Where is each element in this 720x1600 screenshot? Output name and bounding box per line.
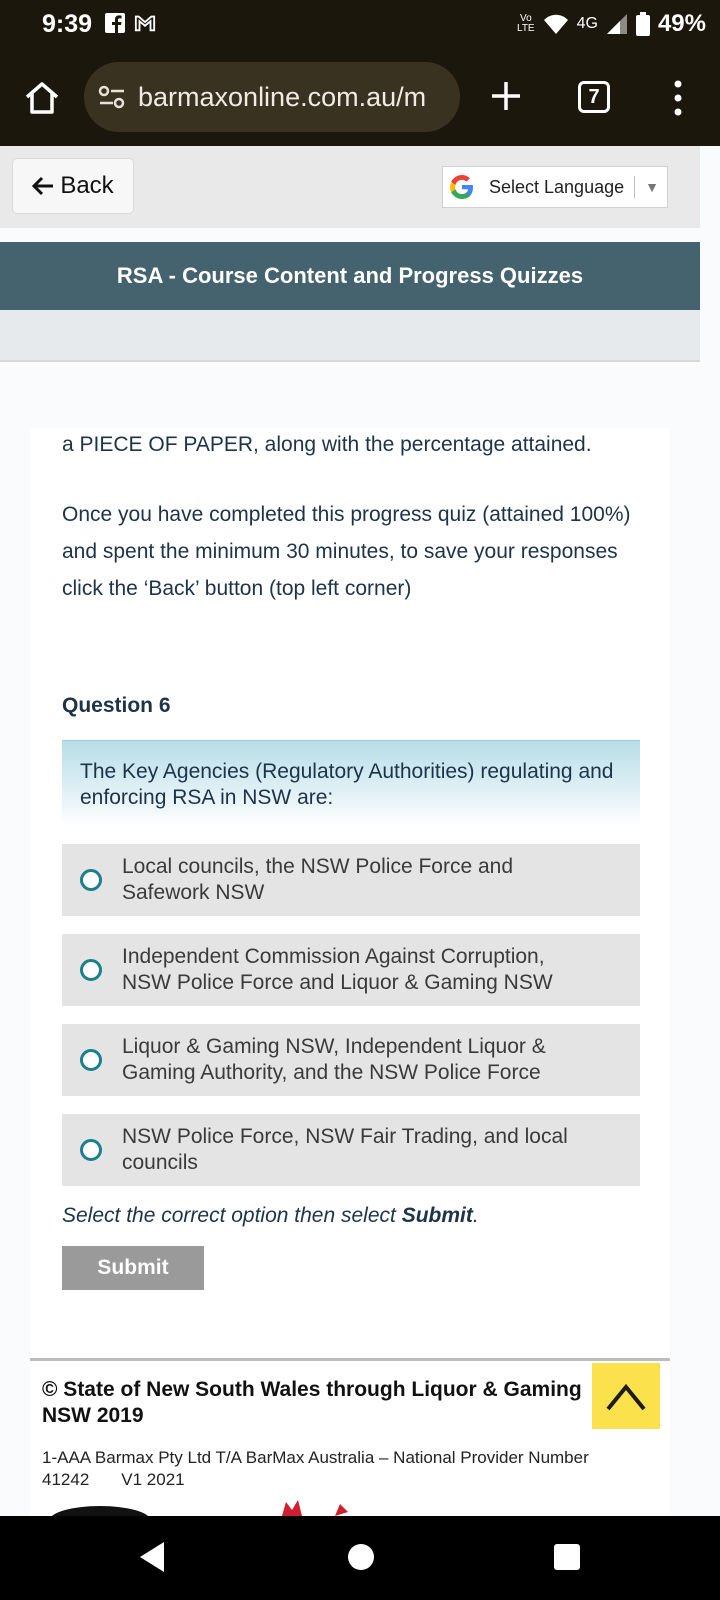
wifi-icon [543, 13, 569, 35]
more-menu-icon[interactable] [668, 78, 688, 118]
dropdown-arrow-icon: ▼ [645, 179, 659, 195]
option-label: Local councils, the NSW Police Force and Safework NSW [122, 855, 514, 904]
language-label: Select Language [489, 176, 625, 197]
nav-home-icon[interactable] [348, 1544, 374, 1570]
provider-info: 1-AAA Barmax Pty Ltd T/A BarMax Australia – National Provider Number 41242 V1 2021 [42, 1448, 589, 1489]
address-bar[interactable] [84, 62, 460, 132]
footer [30, 1358, 670, 1518]
site-settings-icon[interactable] [98, 85, 126, 109]
radio-button[interactable] [80, 869, 102, 891]
back-label: Back [60, 172, 114, 199]
status-time: 9:39 [42, 10, 93, 38]
home-icon[interactable] [22, 78, 62, 118]
question-text: The Key Agencies (Regulatory Authorities) regulating and enforcing RSA in NSW are: [62, 740, 640, 824]
answer-option-1[interactable] [62, 844, 640, 916]
submit-button[interactable]: Submit [62, 1246, 204, 1290]
language-select[interactable] [442, 166, 668, 208]
battery-icon [636, 12, 650, 36]
option-label: Liquor & Gaming NSW, Independent Liquor & Gaming Authority, and the NSW Police Force [122, 1035, 546, 1084]
url-text[interactable]: barmaxonline.com.au/m [138, 81, 427, 112]
answer-option-4[interactable] [62, 1114, 640, 1186]
facebook-icon [104, 12, 126, 34]
gmail-icon [134, 12, 156, 34]
new-tab-icon[interactable] [486, 76, 526, 116]
volte-indicator: Vo LTE [517, 13, 535, 34]
battery-percent: 49% [657, 10, 706, 37]
submit-instruction: Select the correct option then select Submit. [62, 1204, 479, 1227]
copyright-text: © State of New South Wales through Liquor & Gaming NSW 2019 [42, 1378, 582, 1427]
back-button[interactable] [12, 158, 134, 214]
google-icon [447, 172, 477, 202]
paragraph-intro: a PIECE OF PAPER, along with the percentage attained. [62, 433, 592, 456]
status-bar [0, 0, 720, 50]
signal-icon [606, 13, 628, 35]
arrow-left-icon [32, 176, 54, 196]
answer-option-2[interactable] [62, 934, 640, 1006]
option-label: Independent Commission Against Corruption, NSW Police Force and Liquor & Gaming NSW [122, 945, 553, 994]
version-text: V1 2021 [121, 1470, 185, 1489]
answer-option-3[interactable] [62, 1024, 640, 1096]
radio-button[interactable] [80, 1139, 102, 1161]
scroll-to-top-button[interactable] [592, 1363, 660, 1429]
nav-recents-icon[interactable] [554, 1544, 580, 1570]
instruction-submit-word: Submit [401, 1204, 473, 1227]
browser-toolbar [0, 50, 720, 146]
header-subbar [0, 310, 700, 362]
page-toolbar [0, 146, 700, 228]
system-status [517, 10, 706, 38]
course-title: RSA - Course Content and Progress Quizzes [0, 242, 700, 310]
tab-count: 7 [588, 85, 600, 108]
footer-logo-icon [30, 1500, 670, 1516]
tabs-icon[interactable] [578, 81, 610, 113]
notification-icons [104, 12, 156, 34]
paragraph-instructions: Once you have completed this progress quiz (attained 100%) and spent the minimum 30 minutes, to save your responses click the ‘Back’ button (top left corner) [62, 503, 631, 600]
network-type: 4G [576, 15, 598, 32]
nav-back-icon[interactable] [136, 1540, 168, 1574]
divider [634, 176, 635, 198]
system-nav-bar [0, 1516, 720, 1600]
option-label: NSW Police Force, NSW Fair Trading, and local councils [122, 1125, 568, 1174]
radio-button[interactable] [80, 959, 102, 981]
question-heading: Question 6 [62, 694, 171, 717]
radio-button[interactable] [80, 1049, 102, 1071]
